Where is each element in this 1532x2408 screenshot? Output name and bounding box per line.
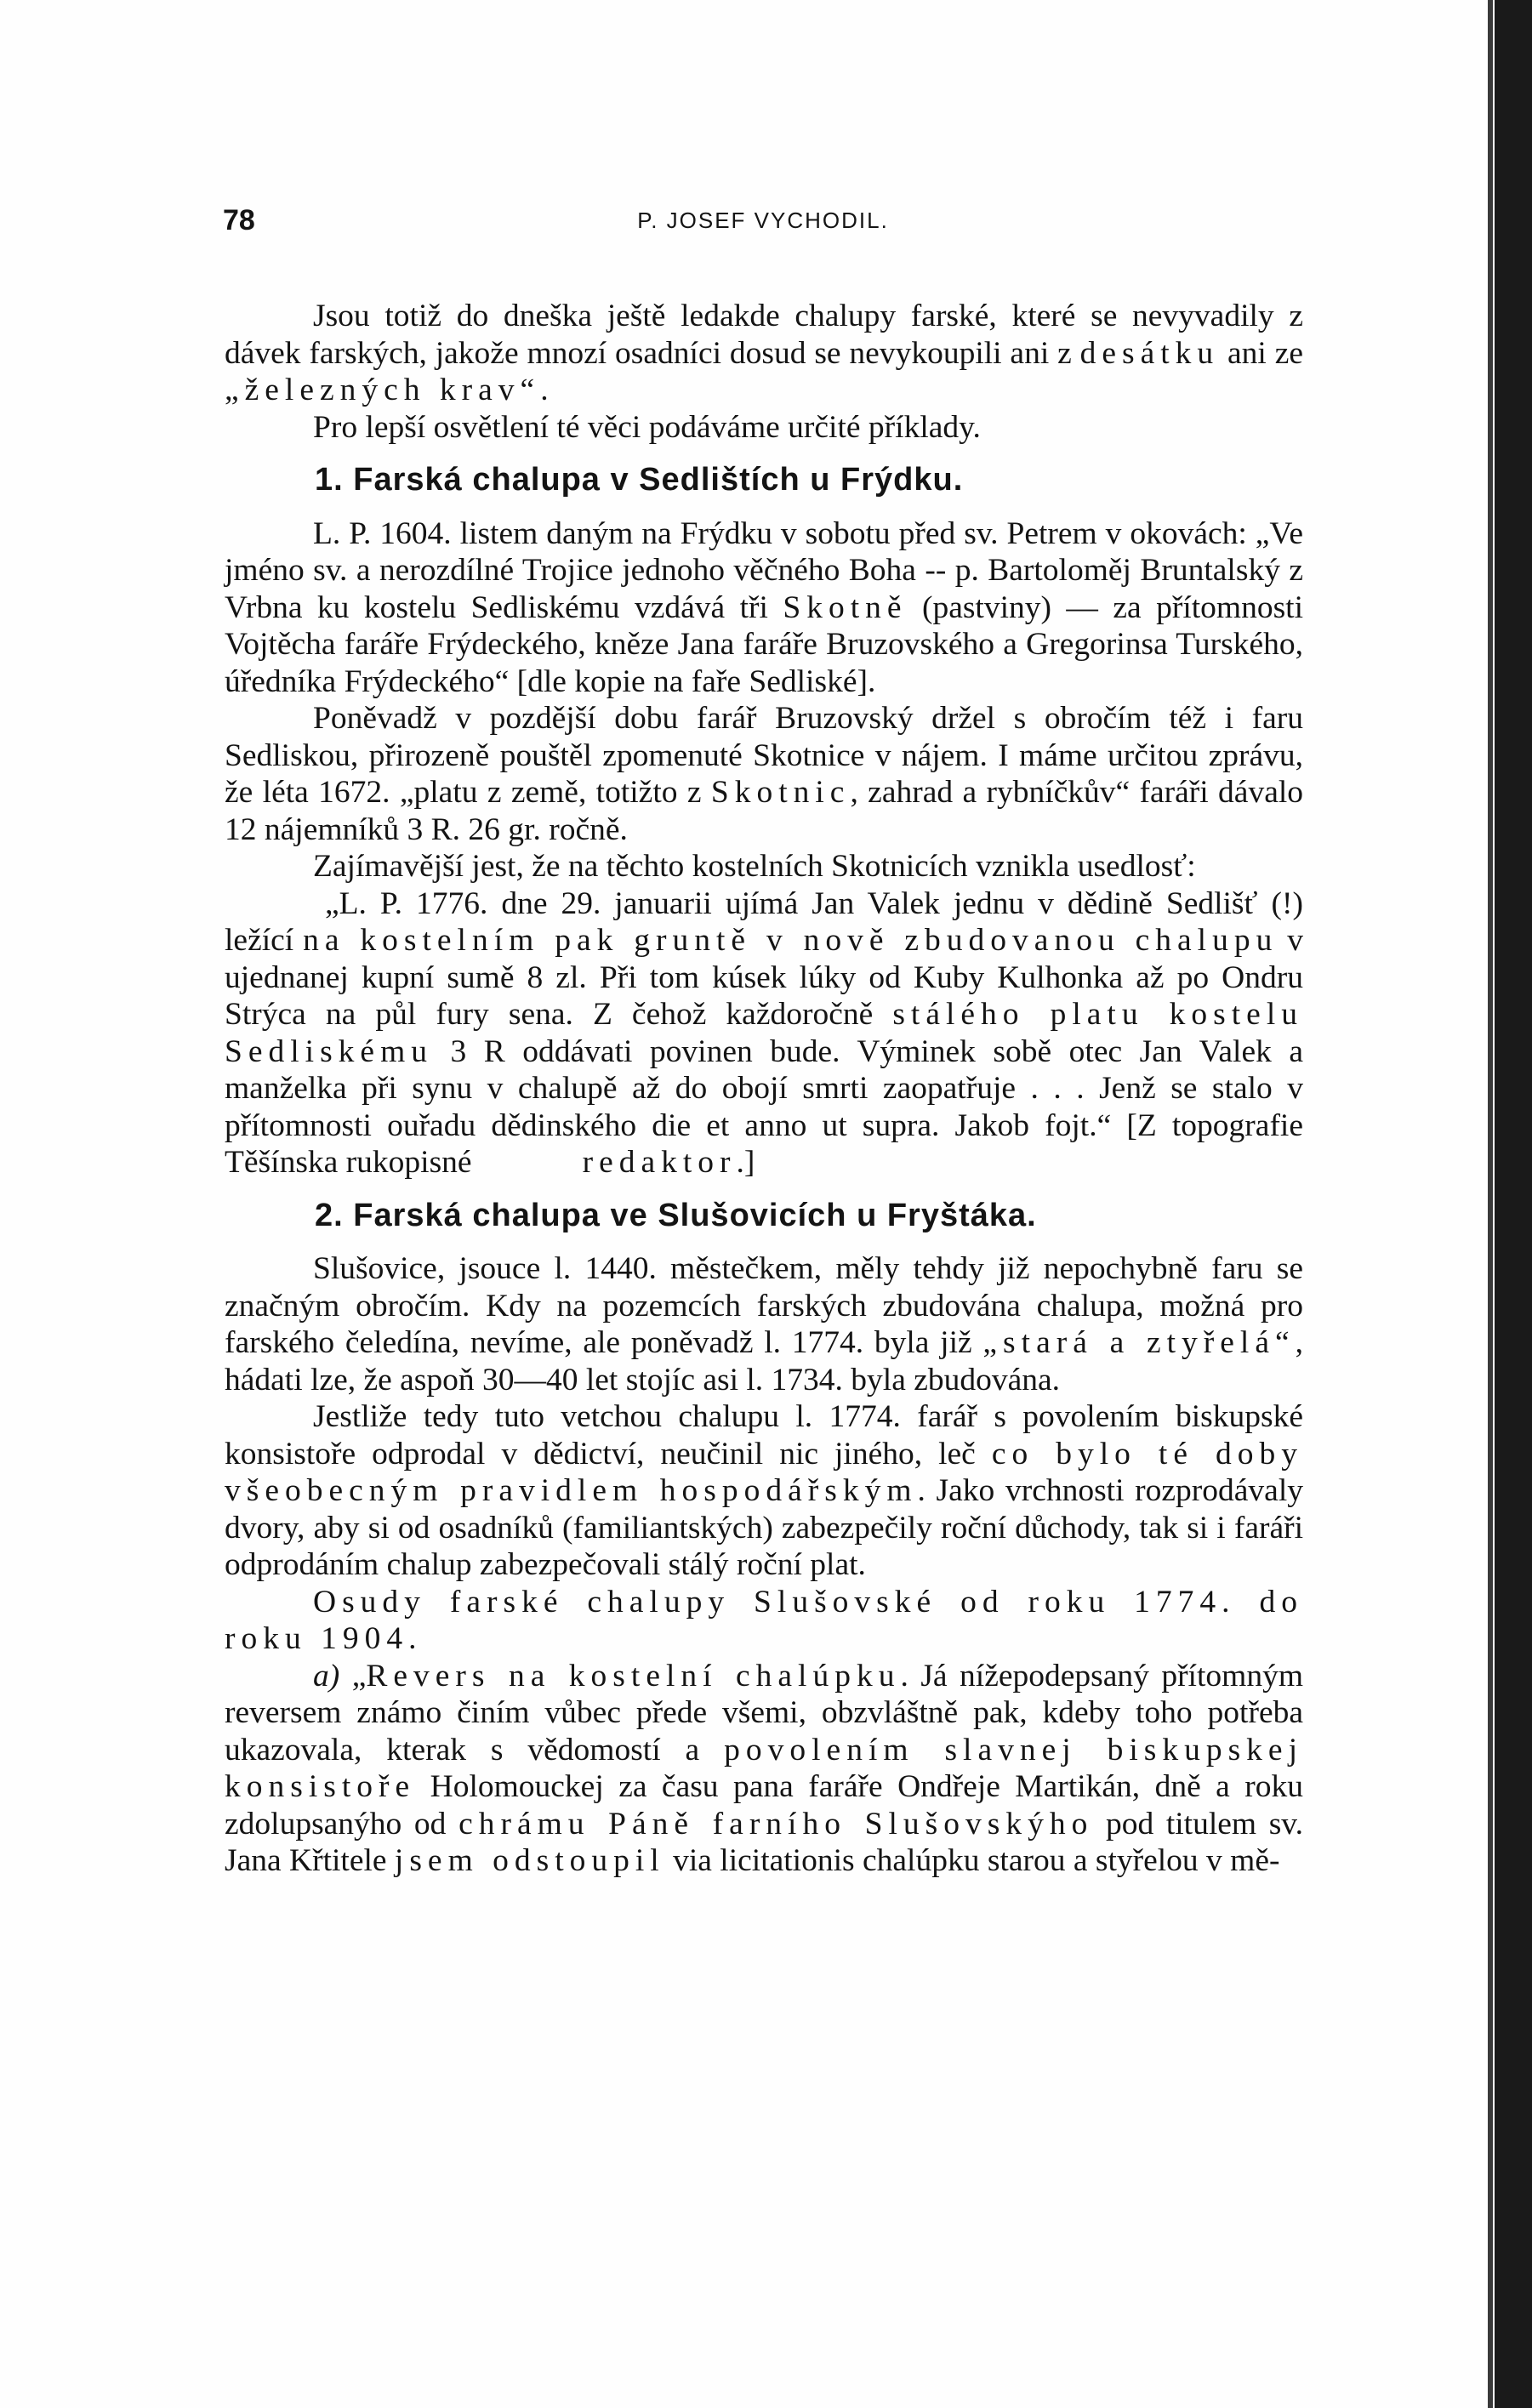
scan-edge-line: [1488, 0, 1493, 2408]
paragraph-3: [225, 515, 1303, 701]
scan-dark-edge: [1495, 0, 1532, 2408]
text-run: „L. P. 1776. dne 29. januarii ujímá Jan Valek jednu v dědině Sedlišť (!) ležící: [225, 885, 1303, 958]
spaced-text: na kostelním pak gruntě v nově zbudovanou chalupu: [303, 923, 1279, 958]
text-run: . Já nížepodepsaný přítomným reversem známo činím vůbec přede všemi, obzvláštně pak, kdeby toho potřeba ukazovala, kterak s vědomostí a: [225, 1658, 1303, 1768]
text-run: .: [408, 1621, 417, 1656]
spaced-text: chrámu Páně farního Slušovskýho: [458, 1806, 1094, 1842]
text-run: . Jako vrchnosti rozprodávaly dvory, aby si od osadníků (familiantských) zabezpečily roční důchody, tak si i faráři odprodáním chalup zabezpečovali stálý roční plat.: [225, 1473, 1303, 1582]
text-run: Holomouckej za času pana faráře Ondřeje Martikán, dně a roku zdolupsanýho od: [225, 1769, 1303, 1842]
text-run: .]: [736, 1145, 755, 1180]
page-header: [223, 204, 1303, 247]
text-run: ani ze: [1219, 335, 1303, 371]
spaced-text: jsem odstoupil: [394, 1843, 665, 1878]
spaced-text: „železných krav“: [225, 373, 541, 407]
text-run: .: [540, 373, 549, 407]
paragraph-6-quote: [225, 885, 1303, 1181]
text-run: pod titulem sv. Jana Křtitele: [225, 1806, 1303, 1878]
running-title: P. JOSEF VYCHODIL.: [637, 208, 889, 233]
paragraph-4: [225, 700, 1303, 848]
paragraph-9: [225, 1584, 1303, 1658]
text-run: via licitationis chalúpku starou a styřelou v mě-: [664, 1843, 1280, 1878]
spaced-text: „stará a ztyřelá“: [982, 1325, 1296, 1360]
paragraph-2: Pro lepší osvětlení té věci podáváme určité příklady.: [313, 409, 981, 445]
body-text: [225, 298, 1303, 1880]
text-run: 3 R oddávati povinen bude. Výminek sobě otec Jan Valek a manželka při synu v chalupě až do obojí smrti zaopatřuje . . . Jenž se stalo v přítomnosti ouřadu dědinského die et anno ut supra. Jakob fojt.“ [Z topografie Těšínska rukopisné: [225, 1033, 1303, 1180]
text-run: , zahrad a rybníčkův“ faráři dávalo 12 nájemníků 3 R. 26 gr. ročně.: [225, 775, 1304, 847]
paragraph-10: [225, 1658, 1303, 1880]
paragraph-7: [225, 1250, 1303, 1398]
item-label: a): [313, 1658, 340, 1694]
text-run: Poněvadž v pozdější dobu farář Bruzovský držel s obročím též i faru Sedliskou, přirozeně pouštěl zpomenuté Skotnice v nájem. I máme určitou zprávu, že léta 1672. „platu z země, totižto z: [225, 701, 1303, 810]
section-heading-2: 2. Farská chalupa ve Slušovicích u Fryštáka.: [315, 1197, 1037, 1233]
page-number: 78: [223, 204, 255, 236]
text-run: Slušovice, jsouce l. 1440. městečkem, měly tehdy již nepochybně faru se značným obročím. Kdy na pozemcích farských zbudována chalupa, možná pro farského čeledína, nevíme, ale poněvadž l. 1774. byla již: [225, 1251, 1303, 1360]
text-run: L. P. 1604. listem daným na Frýdku v sobotu před sv. Petrem v okovách: „Ve jméno sv. a nerozdílné Trojice jednoho věčného Boha -- p. Bartoloměj Bruntalský z Vrbna ku kostelu Sedliskému vzdává tři: [225, 515, 1303, 625]
paragraph-5: Zajímavější jest, že na těchto kostelních Skotnicích vznikla usedlosť:: [313, 849, 1196, 884]
spaced-text: Skotnic: [710, 775, 851, 810]
section-heading-1: 1. Farská chalupa v Sedlištích u Frýdku.: [315, 462, 964, 498]
spaced-text: Osudy farské chalupy Slušovské od roku 1774. do roku 1904: [225, 1584, 1303, 1656]
spaced-text: desátku: [1079, 335, 1220, 371]
spaced-text: Skotně: [783, 589, 908, 625]
spaced-text: Revers na kostelní chalúpku: [366, 1658, 901, 1694]
spaced-text: co bylo té doby všeobecným pravidlem hospodářským: [225, 1436, 1303, 1508]
text-run: v ujednanej kupní sumě 8 zl. Při tom kúsek lúky od Kuby Kulhonka až po Ondru Strýca na půl fury sena. Z čehož každoročně: [225, 923, 1303, 1032]
text-run: , hádati lze, že aspoň 30—40 let stojíc asi l. 1734. byla zbudována.: [225, 1325, 1303, 1398]
paragraph-8: [225, 1398, 1303, 1584]
text-run: (pastviny) — za přítomnosti Vojtěcha faráře Frýdeckého, kněze Jana faráře Bruzovského a Gregorinsa Turského, úředníka Frýdeckého“ [dle kopie na faře Sedliské].: [225, 589, 1304, 699]
spaced-text: povolením slavnej biskupskej konsistoře: [225, 1732, 1303, 1804]
text-run: Jsou totiž do dneška ještě ledakde chalupy farské, které se nevyvadily z dávek farských, jakože mnozí osadníci dosud se nevykoupili ani z: [225, 299, 1303, 371]
spaced-text: redaktor: [582, 1145, 737, 1180]
spaced-text: stálého platu kostelu Sedliskému: [225, 997, 1303, 1069]
text-run: „: [339, 1658, 367, 1694]
text-run: Jestliže tedy tuto vetchou chalupu l. 1774. farář s povolením biskupské konsistoře odprodal v dědictví, neučinil nic jiného, leč: [225, 1399, 1303, 1472]
paragraph-1: [225, 298, 1303, 409]
